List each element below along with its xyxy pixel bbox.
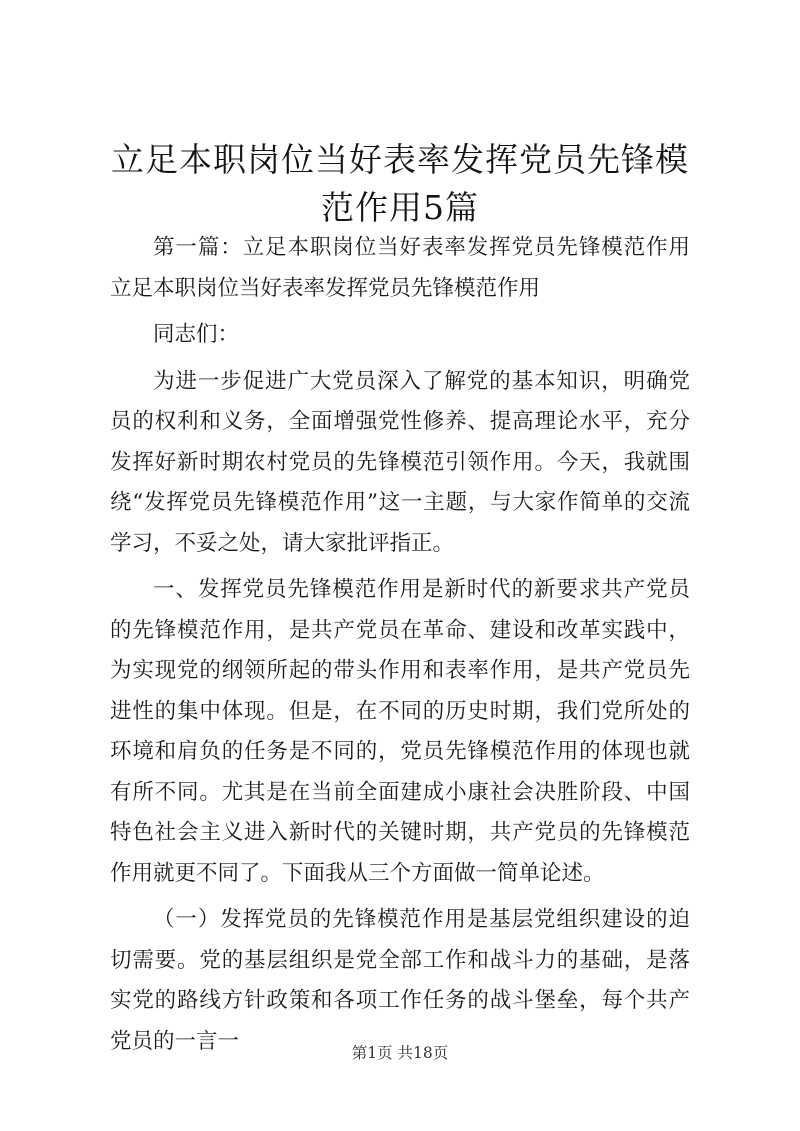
paragraph-section-one: 一、发挥党员先锋模范作用是新时代的新要求共产党员的先锋模范作用，是共产党员在革命、建设和改革实践中，为实现党的纲领所起的带头作用和表率作用，是共产党员先进性的集中体现。但是，在不同的历史时期，我们党所处的环境和肩负的任务是不同的，党员先锋模范作用的体现也就有所不同。尤其是在当前全面建成小康社会决胜阶段、中国特色社会主义进入新时代的关键时期，共产党员的先锋模范作用就更不同了。下面我从三个方面做一简单论述。 [110,577,690,886]
document-title: 立足本职岗位当好表率发挥党员先锋模范作用5篇 [111,140,689,227]
paragraph-subsection-one: （一）发挥党员的先锋模范作用是基层党组织建设的迫切需要。党的基层组织是党全部工作和战斗力的基础，是落实党的路线方针政策和各项工作任务的战斗堡垒，每个共产党员的一言一 [110,907,690,1054]
document-body [110,228,690,1068]
paragraph-salutation: 同志们： [153,322,240,347]
page-footer: 第1页 共18页 [351,1044,449,1062]
paragraph-heading: 第一篇：立足本职岗位当好表率发挥党员先锋模范作用立足本职岗位当好表率发挥党员先锋模范作用 [110,235,690,301]
paragraph-intro: 为进一步促进广大党员深入了解党的基本知识，明确党员的权利和义务，全面增强党性修养、提高理论水平，充分发挥好新时期农村党员的先锋模范引领作用。今天，我就围绕“发挥党员先锋模范作用”这一主题，与大家作简单的交流学习，不妥之处，请大家批评指正。 [110,368,690,556]
